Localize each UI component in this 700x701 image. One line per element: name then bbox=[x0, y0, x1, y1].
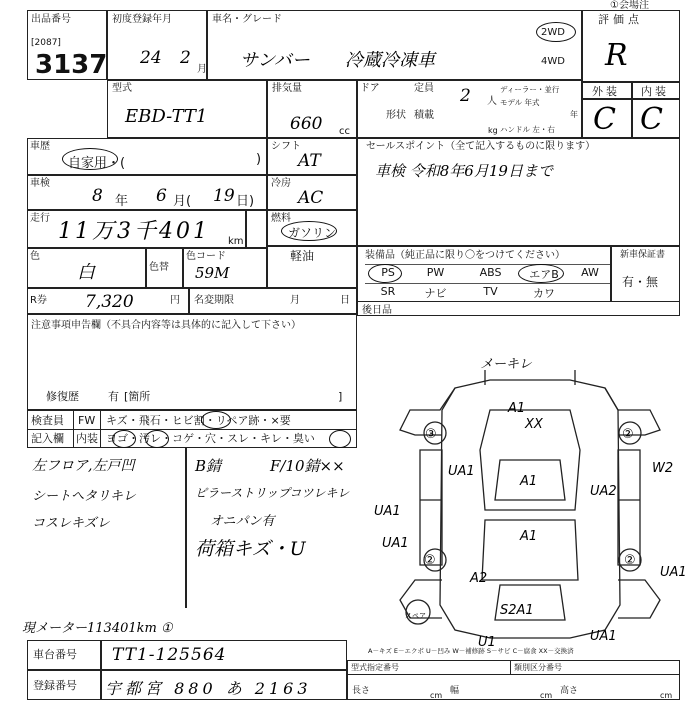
width-label: 幅 bbox=[450, 686, 460, 696]
class-label: 類別区分番号 bbox=[514, 663, 562, 672]
mileage-value: 11万3千401 bbox=[58, 219, 210, 244]
note-5: F/10錆×× bbox=[270, 457, 345, 475]
repair-place: [箇所 bbox=[124, 390, 151, 403]
warranty-label: 新車保証書 bbox=[620, 250, 666, 260]
mileage-unit: km bbox=[228, 236, 244, 247]
length-cm: cm bbox=[430, 691, 443, 700]
note-2: シートへタリキレ bbox=[32, 489, 136, 504]
airbag-circle bbox=[518, 264, 564, 283]
equipment-item: カワ bbox=[533, 287, 555, 300]
diag-mark-15: S2A1 bbox=[500, 603, 534, 618]
load-unit: kg bbox=[488, 126, 498, 135]
diag-mark-8: UA2 bbox=[590, 484, 617, 499]
history-label: 車歴 bbox=[30, 141, 50, 152]
note-9: 現メーター113401km ① bbox=[22, 621, 173, 636]
exterior-value: C bbox=[593, 102, 616, 137]
inspection-year: 8 bbox=[92, 186, 103, 206]
shape-label: 形状 bbox=[386, 110, 406, 121]
chassis-label: 車台番号 bbox=[33, 648, 77, 661]
displacement-label: 排気量 bbox=[272, 83, 302, 94]
inspector-checks: キズ・飛石・ヒビ割・リペア跡・×要 bbox=[106, 414, 291, 427]
history-value: 自家用・( bbox=[68, 156, 126, 171]
warranty-value: 有・無 bbox=[622, 275, 659, 289]
note-8: 荷箱キズ・U bbox=[195, 538, 306, 560]
plate-label: 登録番号 bbox=[33, 679, 77, 692]
length-label: 長さ bbox=[352, 686, 371, 696]
capacity-label: 定員 bbox=[414, 83, 434, 94]
damage-diagram bbox=[360, 350, 700, 660]
diag-mark-14: A2 bbox=[470, 571, 488, 586]
check-circle-2 bbox=[145, 430, 169, 448]
interior-label: 内装 bbox=[641, 85, 669, 98]
drive-4wd: 4WD bbox=[541, 56, 565, 67]
recycle-value: 7,320 bbox=[85, 292, 134, 312]
recycle-box bbox=[27, 288, 357, 314]
equipment-label: 装備品（純正品に限り〇をつけてください） bbox=[365, 250, 565, 261]
auction-sheet: 出品番号 [2087] 3137 初度登録年月 24 2 月 車名・グレード サンバー 冷蔵冷凍車 2WD 4WD 評価点 R ①会場注 型式 EBD-TT1 排気量 660 cc ドア 定員 2 人 形状 積載 kg ディーラー・並行 モデル 年式 年 ハンドル 左・右 外装 内装 C C 車歴 自家用・( ) シフト AT セールスポイント（全て記入するものに限ります） 車検 令和8年6月19日まで 車検 8 年 6 月( 19 日) 冷房 AC 走行 11万3千401 km 燃料 ガソリン 軽油 色 白 色替 色コード 59M 装備品（純正品に限り〇をつけてください） 新車保証書 有・無 PS PW ABS エアB AW SR ナビ TV カワ R券 7,320 円 名変期限 月 日 注意事項申告欄（不具合内容等は具体的に記入して下さい） 修復歴 有 [箇所 ] 後日品 検査員 FW キズ・飛石・ヒビ割・リペア跡・×要 記入欄 内装 ヨゴ・汚レ・コゲ・穴・スレ・キレ・臭い 左フロア,左戸凹 シートへタリキレ コスレキズレ B錆 F/10錆×× ピラーストリップコツレキレ オニパン有 荷箱キズ・U 現メーター113401km ① メーキレ A1 XX ③ ② UA1 A1 W2 UA2 UA1 A1 UA1 ② ② A2 S2A1 U1 UA1 UA1 スペア A－キズ E－エクボ U－凹み W－補修跡 S－サビ C－腐食 XX－交換済 車台番号 TT1-125564 登録番号 宇都宮 880 あ 2163 型式指定番号 類別区分番号 長さ 幅 高さ cm cm cm bbox=[0, 0, 700, 700]
lot-number: 3137 bbox=[35, 50, 108, 80]
plate-value: 宇都宮 880 あ 2163 bbox=[105, 679, 312, 698]
eval-label: 評価点 bbox=[598, 13, 643, 26]
model-label: 車名・グレード bbox=[212, 14, 282, 25]
eval-score: R bbox=[605, 38, 628, 73]
color-value: 白 bbox=[77, 262, 95, 283]
inspector-interior: 内装 bbox=[76, 432, 98, 445]
equipment-item: PS bbox=[381, 266, 395, 279]
capacity-unit: 人 bbox=[487, 96, 497, 107]
inspection-day-unit: 日) bbox=[236, 194, 255, 209]
interior-value: C bbox=[640, 102, 663, 137]
diag-mark-7: W2 bbox=[652, 461, 674, 476]
reg-month: 2 bbox=[180, 48, 191, 68]
name-change-day: 日 bbox=[340, 295, 350, 306]
color-code-label: 色コード bbox=[186, 251, 226, 262]
displacement-value: 660 bbox=[290, 114, 323, 134]
repair-value: 有 bbox=[108, 390, 119, 403]
color-label: 色 bbox=[30, 251, 40, 262]
check-circle-3 bbox=[329, 430, 351, 448]
name-change-label: 名変期限 bbox=[194, 295, 234, 306]
equipment-item: SR bbox=[380, 285, 396, 298]
reg-month-unit: 月 bbox=[197, 64, 207, 75]
diag-mark-3: ③ bbox=[425, 427, 437, 442]
diag-mark-17: UA1 bbox=[590, 629, 617, 644]
drive-2wd: 2WD bbox=[541, 27, 565, 38]
diag-mark-9: UA1 bbox=[374, 504, 401, 519]
mileage-label: 走行 bbox=[30, 213, 50, 224]
model-year-unit: 年 bbox=[570, 110, 578, 119]
height-label: 高さ bbox=[560, 686, 579, 696]
shift-value: AT bbox=[298, 151, 321, 171]
ps-circle bbox=[368, 264, 402, 283]
inspection-month-unit: 月( bbox=[173, 194, 192, 209]
note-7: オニパン有 bbox=[210, 514, 275, 529]
sales-label: セールスポイント（全て記入するものに限ります） bbox=[366, 141, 596, 152]
chassis-value: TT1-125564 bbox=[112, 645, 227, 665]
diag-mark-10: A1 bbox=[520, 529, 538, 544]
model-year-label: モデル 年式 bbox=[500, 98, 540, 107]
inspector-checks2: ヨゴ・汚レ・コゲ・穴・スレ・キレ・臭い bbox=[106, 432, 315, 445]
diag-mark-6: A1 bbox=[520, 474, 538, 489]
diag-mark-16: U1 bbox=[478, 635, 496, 650]
diag-mark-12: ② bbox=[424, 553, 436, 568]
name-change-month: 月 bbox=[290, 295, 300, 306]
diag-mark-13: ② bbox=[624, 553, 636, 568]
note-4: B錆 bbox=[195, 457, 222, 475]
shift-label: シフト bbox=[271, 141, 301, 152]
note-3: コスレキズレ bbox=[32, 516, 110, 531]
color-change-label: 色替 bbox=[149, 262, 169, 273]
recycle-label: R券 bbox=[30, 295, 47, 306]
check-circle-1 bbox=[112, 430, 136, 448]
lot-label: 出品番号 bbox=[31, 14, 71, 25]
notes-label: 注意事項申告欄（不具合内容等は具体的に記入して下さい） bbox=[31, 320, 301, 331]
aircon-value: AC bbox=[298, 188, 324, 208]
type-designation-label: 型式指定番号 bbox=[351, 663, 399, 672]
repair-label: 修復歴 bbox=[46, 390, 79, 403]
sales-value: 車検 令和8年6月19日まで bbox=[375, 162, 553, 180]
history-value-end: ) bbox=[256, 152, 262, 167]
note-1: 左フロア,左戸凹 bbox=[32, 458, 135, 474]
capacity-value: 2 bbox=[460, 86, 471, 106]
lot-sub: [2087] bbox=[31, 38, 61, 48]
inspection-year-unit: 年 bbox=[115, 194, 129, 209]
exterior-label: 外装 bbox=[592, 85, 620, 98]
door-label: ドア bbox=[360, 83, 380, 94]
diag-mark-11: UA1 bbox=[382, 536, 409, 551]
diag-mark-0: メーキレ bbox=[480, 357, 532, 372]
inspection-day: 19 bbox=[213, 186, 235, 206]
diag-mark-1: A1 bbox=[508, 401, 526, 416]
rear-box bbox=[357, 302, 680, 316]
color-code-value: 59M bbox=[195, 264, 230, 282]
type-label: 型式 bbox=[112, 83, 132, 94]
check-circle-4 bbox=[201, 411, 231, 429]
sales-box bbox=[357, 138, 680, 246]
fuel-value: ガソリン bbox=[288, 226, 337, 240]
fuel-label: 燃料 bbox=[271, 213, 291, 224]
fuel-value2: 軽油 bbox=[290, 249, 315, 263]
inspector-fw: FW bbox=[78, 414, 96, 427]
dealer-label: ディーラー・並行 bbox=[500, 85, 560, 94]
reg-label: 初度登録年月 bbox=[112, 14, 172, 25]
handle-label: ハンドル 左・右 bbox=[500, 125, 555, 134]
inspection-month: 6 bbox=[156, 186, 167, 206]
equipment-item: エアB bbox=[529, 268, 559, 281]
top-right-note: ①会場注 bbox=[610, 0, 649, 11]
inspection-label: 車検 bbox=[30, 178, 50, 189]
reg-year: 24 bbox=[140, 48, 162, 68]
equipment-item: ナビ bbox=[424, 287, 447, 300]
displacement-unit: cc bbox=[339, 126, 350, 137]
equipment-item: TV bbox=[483, 285, 498, 298]
entry-label: 記入欄 bbox=[31, 432, 64, 445]
recycle-unit: 円 bbox=[170, 295, 180, 306]
equipment-item: PW bbox=[426, 266, 445, 279]
equipment-item: ABS bbox=[479, 266, 502, 279]
diag-mark-2: XX bbox=[525, 417, 543, 432]
equipment-item: AW bbox=[581, 266, 599, 279]
width-cm: cm bbox=[540, 691, 553, 700]
load-label: 積載 bbox=[414, 110, 434, 121]
rear-seat-label: 後日品 bbox=[362, 305, 392, 316]
height-cm: cm bbox=[660, 691, 673, 700]
model-name: サンバー bbox=[240, 50, 310, 71]
diag-mark-5: UA1 bbox=[448, 464, 475, 479]
fuel-ext-box bbox=[267, 246, 357, 288]
inspector-label: 検査員 bbox=[31, 414, 64, 427]
grade: 冷蔵冷凍車 bbox=[345, 50, 435, 71]
diag-mark-18: UA1 bbox=[660, 565, 687, 580]
diagram-legend: A－キズ E－エクボ U－凹み W－補修跡 S－サビ C－腐食 XX－交換済 bbox=[368, 647, 574, 655]
aircon-label: 冷房 bbox=[271, 178, 291, 189]
note-6: ピラーストリップコツレキレ bbox=[195, 486, 350, 500]
color-box bbox=[27, 248, 267, 288]
spare-label: スペア bbox=[405, 612, 426, 620]
diag-mark-4: ② bbox=[622, 427, 634, 442]
type-value: EBD-TT1 bbox=[125, 106, 208, 127]
